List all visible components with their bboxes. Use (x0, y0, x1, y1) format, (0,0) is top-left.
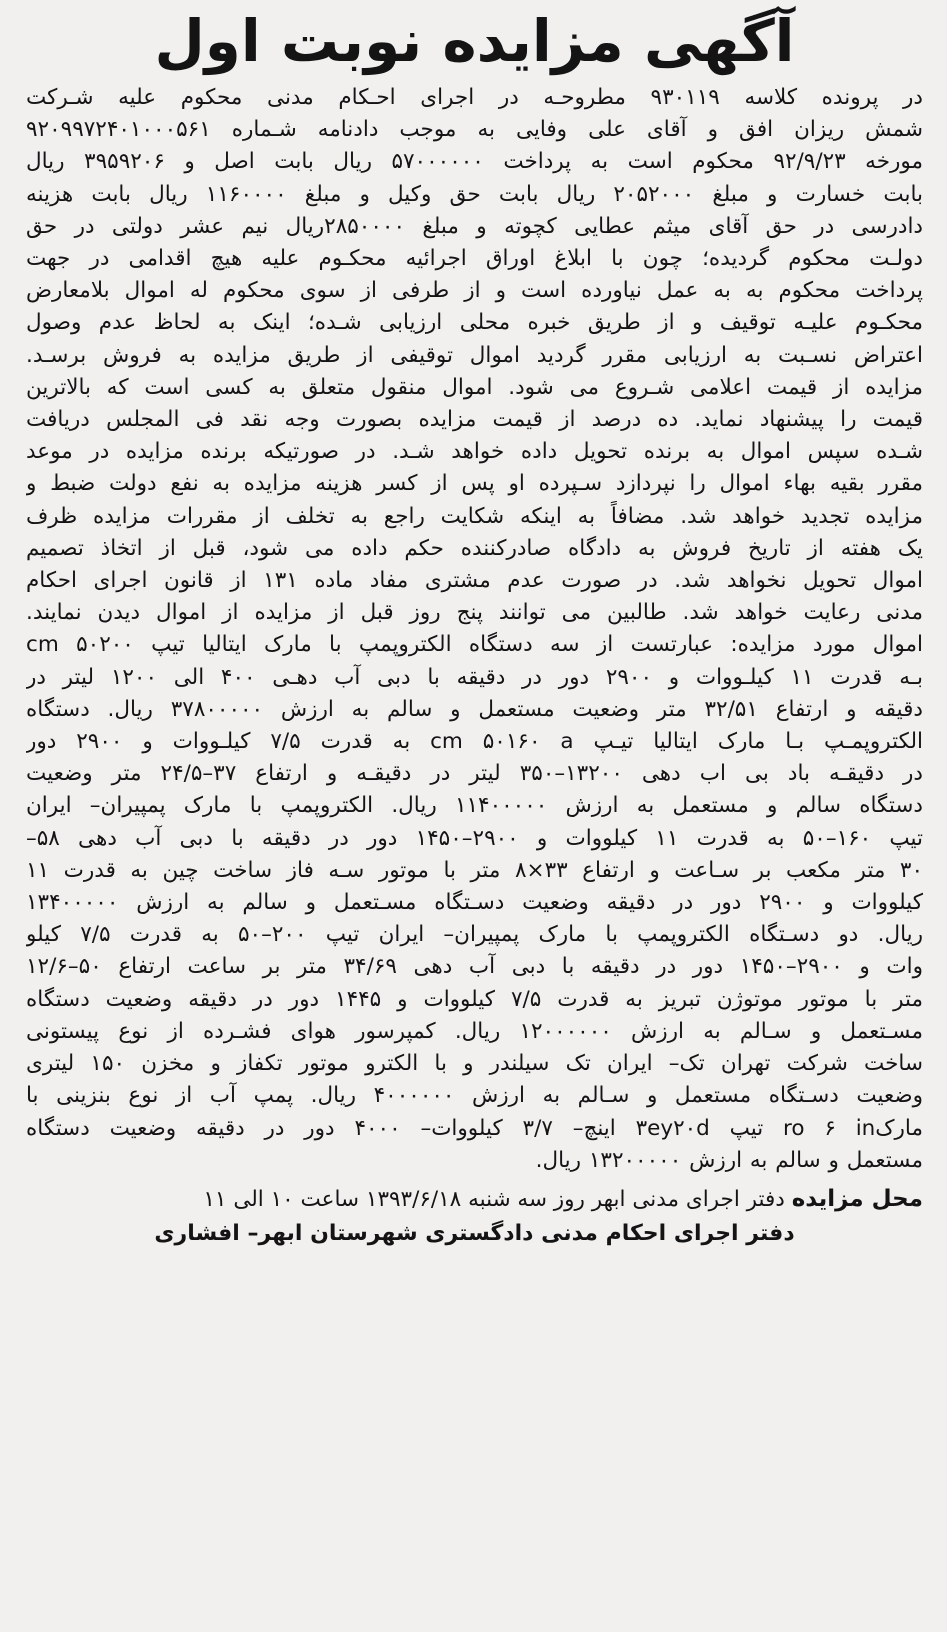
notice-body-line: مورخه ۹۲/۹/۲۳ محکوم است به پرداخت ۵۷۰۰۰۰۰۰ ریال بابت اصل و ۳۹۵۹۲۰۶ ریال (26, 149, 923, 175)
notice-body-line: یک هفته از تاریخ فروش به دادگاه صادرکننده حکم داده می شود، قبل از اتخاذ تصمیم (26, 535, 923, 561)
notice-body-line: دقیقه و ارتفاع ۳۲/۵۱ متر وضعیت مستعمل و سالم به ارزش ۳۷۸۰۰۰۰۰ ریال. دستگاه (26, 696, 923, 722)
notice-body-line: مزایده از قیمت اعلامی شـروع می شود. اموال منقول متعلق به کسی است که بالاترین (26, 374, 923, 400)
notice-body-line: قیمت را پیشنهاد نماید. ده درصد از قیمت مزایده بصورت وجه نقد فی المجلس دریافت (26, 407, 923, 433)
notice-body-line: وات و ۲۹۰۰–۱۴۵۰ دور در دقیقه با دبی آب دهی ۳۴/۶۹ متر بر ساعت ارتفاع ۵۰–۱۲/۶ (26, 954, 923, 980)
notice-title: آگهی مزایده نوبت اول (154, 7, 795, 75)
auction-location-label: محل مزایده (791, 1185, 923, 1212)
notice-body (26, 82, 923, 1177)
notice-body-line: مدنی رعایت خواهد شد. طالبین می توانند پنج روز قبل از مزایده از اموال دیدن نمایند. (26, 600, 923, 626)
notice-body-line: مستعمل و سالم به ارزش ۱۳۲۰۰۰۰۰ ریال. (535, 1147, 923, 1173)
notice-body-line: اموال مورد مزایده: عبارتست از سه دستگاه الکتروپمپ با مارک ایتالیا تیپ cm ۵۰۲۰۰ (26, 632, 923, 658)
notice-body-line: ساخت شرکت تهران تک– ایران تک سیلندر و با الکترو موتور تکفاز و مخزن ۱۵۰ لیتری (26, 1051, 923, 1077)
notice-body-line: در پرونده کلاسه ۹۳۰۱۱۹ مطروحـه در اجرای احـکام مدنی محکوم علیه شـرکت (26, 85, 923, 110)
notice-body-line: شـده سپس اموال به برنده تحویل داده خواهد شـد. در صورتیکه برنده مزایده در موعد (26, 439, 923, 465)
notice-body-line: مارکro ۶ in تیپ ۳ey۲۰d اینچ– ۳/۷ کیلووات– ۴۰۰۰ دور در دقیقه وضعیت دستگاه (26, 1115, 923, 1141)
issuer-signature: دفتر اجرای احکام مدنی دادگستری شهرستان ابهر– افشاری (154, 1220, 795, 1246)
notice-body-line: ریال. دو دسـتگاه الکتروپمپ با مارک پمپیران– ایران تیپ ۲۰۰–۵۰ به قدرت ۷/۵ کیلو (26, 922, 923, 948)
notice-body-line: دادرسی در حق آقای میثم عطایی کچوته و مبلغ ۲۸۵۰۰۰۰ریال نیم عشر دولتی در حق (26, 213, 923, 239)
notice-body-line: دولـت محکوم گردیده؛ چون با ابلاغ اوراق اجرائیه محکـوم علیه هیچ اقدامی در جهت (26, 246, 923, 272)
notice-body-line: بابت خسارت و مبلغ ۲۰۵۲۰۰۰ ریال بابت حق وکیل و مبلغ ۱۱۶۰۰۰۰ ریال بابت هزینه (26, 181, 923, 207)
notice-body-line: مقرر بقیه بهاء اموال را نپردازد سـپرده او پس از کسر هزینه مزایده به نفع دولت ضبط و (26, 471, 923, 497)
notice-body-line: الکتروپمـپ بـا مارک ایتالیا تیـپ cm ۵۰۱۶۰ a به قدرت ۷/۵ کیلـووات و ۲۹۰۰ دور (26, 729, 923, 755)
notice-footer (26, 1183, 923, 1250)
auction-location-row (26, 1183, 923, 1216)
notice-body-line: متر با موتور موتوژن تبریز به قدرت ۷/۵ کیلووات و ۱۴۴۵ دور در دقیقه وضعیت دستگاه (26, 986, 923, 1012)
notice-body-line: محکـوم علیـه توقیف و از طریق خبره محلی ارزیابی شـده؛ اینک به لحاظ عدم وصول (26, 310, 923, 336)
notice-body-line: کیلووات و ۲۹۰۰ دور در دقیقه وضعیت دسـتگاه مسـتعمل و سالم به ارزش ۱۳۴۰۰۰۰۰ (26, 890, 923, 916)
notice-body-line: مسـتعمل و سـالم به ارزش ۱۲۰۰۰۰۰۰ ریال. کمپرسور هوای فشـرده از نوع پیستونی (26, 1018, 923, 1044)
notice-body-line: مزایده تجدید خواهد شد. مضافاً به اینکه شکایت راجع به تخلف از مقررات مزایده ظرف (26, 503, 923, 529)
notice-body-line: شمش ریزان افق و آقای علی وفایی به موجب دادنامه شـماره ۹۲۰۹۹۷۲۴۰۱۰۰۰۵۶۱ (26, 117, 923, 143)
notice-body-line: پرداخت محکوم به به عمل نیاورده است و از طرفی از سوی محکوم له اموال بلامعارض (26, 278, 923, 304)
notice-body-line: تیپ ۱۶۰–۵۰ به قدرت ۱۱ کیلووات و ۲۹۰۰–۱۴۵۰ دور در دقیقه با دبی آب دهی ۵۸– (26, 825, 923, 851)
notice-body-line: اموال تحویل نخواهد شد. در صورت عدم مشتری مفاد ماده ۱۳۱ از قانون اجرای احکام (26, 568, 923, 594)
notice-body-line: اعتراض نسـبت به ارزیابی مقرر گردید اموال توقیفی از طریق مزایده به فروش برسـد. (26, 342, 923, 368)
notice-body-line: بـه قدرت ۱۱ کیلـووات و ۲۹۰۰ دور در دقیقه با دبی آب دهـی ۴۰۰ الی ۱۲۰۰ لیتر در (26, 664, 923, 690)
notice-body-line: وضعیت دسـتگاه مستعمل و سـالم به ارزش ۴۰۰۰۰۰۰ ریال. پمپ آب از نوع بنزینی با (26, 1083, 923, 1109)
notice-body-line: دستگاه سالم و مستعمل به ارزش ۱۱۴۰۰۰۰۰ ریال. الکتروپمپ با مارک پمپیران– ایران (26, 793, 923, 819)
notice-body-line: ۳۰ متر مکعب بر سـاعت و ارتفاع ۳۳×۸ متر با موتور سـه فاز ساخت چین به قدرت ۱۱ (26, 857, 923, 883)
auction-location-text: دفتر اجرای مدنی ابهر روز سه شنبه ۱۳۹۳/۶/۱۸ ساعت ۱۰ الی ۱۱ (203, 1186, 785, 1212)
notice-body-line: در دقیقـه باد بی اب دهی ۱۳۲۰۰–۳۵۰ لیتر در دقیقـه و ارتفاع ۳۷–۲۴/۵ متر وضعیت (26, 761, 923, 787)
